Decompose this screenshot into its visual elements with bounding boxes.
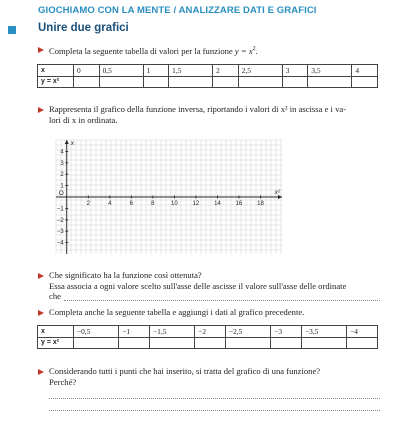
y-tick-label: −3 — [56, 229, 64, 236]
y-axis-arrow — [65, 140, 69, 144]
table-answer-cell[interactable] — [143, 76, 169, 88]
table-header-cell: 1 — [143, 65, 169, 77]
y-tick-label: −1 — [56, 206, 64, 213]
table-answer-cell[interactable] — [347, 337, 378, 349]
table-answer-cell[interactable] — [282, 76, 308, 88]
table-row-label: x — [38, 326, 74, 338]
y-tick-label: 4 — [60, 149, 64, 156]
y-tick-label: 3 — [60, 160, 64, 167]
table-header-cell: 2 — [213, 65, 239, 77]
section-marker — [8, 26, 16, 34]
table-answer-cell[interactable] — [195, 337, 226, 349]
table-answer-cell[interactable] — [238, 76, 282, 88]
table-answer-cell[interactable] — [169, 76, 213, 88]
table-header-cell: −3,5 — [301, 326, 346, 338]
table-answer-cell[interactable] — [225, 337, 270, 349]
x-tick-label: 2 — [86, 201, 90, 207]
table-header-cell: 1,5 — [169, 65, 213, 77]
table-answer-cell[interactable] — [99, 76, 143, 88]
bullet-icon — [38, 107, 44, 113]
bullet-icon — [38, 310, 44, 316]
x-axis-label: x² — [274, 189, 280, 196]
x-tick-label: 12 — [192, 201, 200, 207]
table-answer-cell[interactable] — [74, 337, 119, 349]
table-header-cell: 3,5 — [308, 65, 352, 77]
y-tick-label: 2 — [60, 172, 64, 179]
table-header-cell: 2,5 — [238, 65, 282, 77]
bullet-icon — [38, 369, 44, 375]
table-answer-cell[interactable] — [352, 76, 378, 88]
table-header-cell: −3 — [271, 326, 302, 338]
bullet-icon — [38, 273, 44, 279]
table-row-label: y = x² — [38, 337, 74, 349]
table-answer-cell[interactable] — [271, 337, 302, 349]
section-title: Unire due grafici — [38, 22, 129, 34]
x-tick-label: 18 — [257, 201, 264, 207]
answer-line[interactable] — [49, 410, 380, 411]
table-answer-cell[interactable] — [119, 337, 150, 349]
table-row-label: x — [38, 65, 74, 77]
exercise-5-text: Considerando tutti i punti che hai inserito, si tratta del grafico di una funzione? Perché? — [49, 366, 321, 387]
value-table-1 — [37, 64, 378, 88]
origin-label: O — [58, 190, 64, 197]
table-header-cell: 4 — [352, 65, 378, 77]
y-tick-label: 1 — [60, 183, 64, 190]
x-tick-label: 6 — [129, 201, 134, 207]
table-header-cell: 3 — [282, 65, 308, 77]
exercise-3-text: Che significato ha la funzione così ottenuta? Essa associa a ogni valore scelto sull'asse delle ascisse il valore sull'asse delle ordinate che — [49, 270, 347, 302]
exercise-4-text: Completa anche la seguente tabella e aggiungi i dati al grafico precedente. — [49, 307, 305, 317]
exercise-1-text: Completa la seguente tabella di valori per la funzione $y = x^2$. — [49, 45, 258, 56]
exercise-2-text: Rappresenta il grafico della funzione inversa, riportando i valori di x² in ascissa e i va- lori di x in ordinata. — [49, 104, 347, 125]
y-axis-label: x — [70, 140, 75, 147]
answer-line[interactable] — [49, 398, 380, 399]
y-tick-label: −4 — [56, 240, 64, 247]
bullet-icon — [38, 47, 44, 53]
x-tick-label: 4 — [108, 201, 112, 207]
table-answer-cell[interactable] — [301, 337, 346, 349]
table-answer-cell[interactable] — [74, 76, 100, 88]
table-header-cell: −0,5 — [74, 326, 119, 338]
table-header-cell: 0,5 — [99, 65, 143, 77]
table-header-cell: −2 — [195, 326, 226, 338]
table-answer-cell[interactable] — [213, 76, 239, 88]
coordinate-grid — [52, 136, 284, 258]
table-answer-cell[interactable] — [308, 76, 352, 88]
table-header-cell: −1 — [119, 326, 150, 338]
x-tick-label: 8 — [151, 201, 155, 207]
answer-line[interactable] — [64, 300, 380, 301]
table-header-cell: −4 — [347, 326, 378, 338]
page-header: GIOCHIAMO CON LA MENTE / ANALIZZARE DATI E GRAFICI — [38, 5, 317, 16]
table-header-cell: −2,5 — [225, 326, 270, 338]
table-header-cell: 0 — [74, 65, 100, 77]
x-tick-label: 14 — [214, 201, 221, 207]
table-answer-cell[interactable] — [149, 337, 194, 349]
table-header-cell: −1,5 — [149, 326, 194, 338]
table-row-label: y = x² — [38, 76, 74, 88]
x-tick-label: 10 — [171, 201, 178, 207]
x-tick-label: 16 — [235, 201, 243, 207]
value-table-2 — [37, 325, 378, 349]
y-tick-label: −2 — [56, 217, 64, 224]
